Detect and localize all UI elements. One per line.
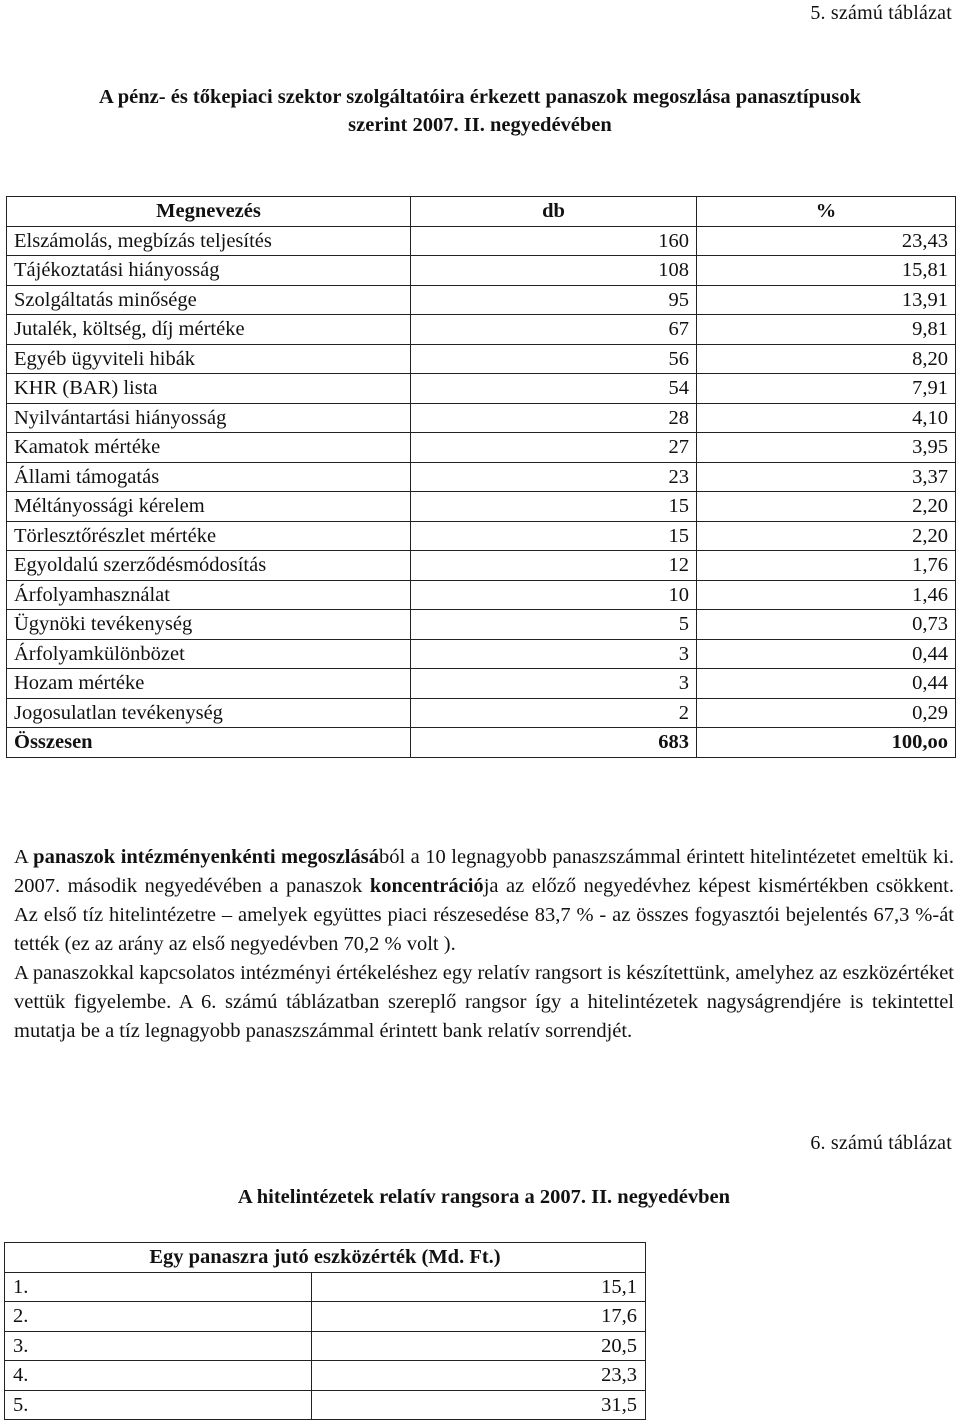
- table-5-title: [0, 83, 960, 139]
- total-label: Összesen: [7, 728, 411, 758]
- row-count: 160: [411, 226, 697, 256]
- total-count: 683: [411, 728, 697, 758]
- row-value: 17,6: [312, 1302, 646, 1332]
- table-header-row: [7, 197, 956, 227]
- row-percent: 1,46: [697, 580, 956, 610]
- row-rank: 3.: [5, 1331, 312, 1361]
- paragraph-1-text-a: A: [14, 846, 34, 868]
- row-name: Tájékoztatási hiányosság: [7, 256, 411, 286]
- row-count: 27: [411, 433, 697, 463]
- header-count: db: [411, 197, 697, 227]
- row-name: Árfolyamkülönbözet: [7, 639, 411, 669]
- total-percent: 100,oo: [697, 728, 956, 758]
- row-count: 12: [411, 551, 697, 581]
- paragraph-1-text-c: ja az előző negyedévhez képest kismértékben csökkent. Az első tíz hitelintézetre – amelyek együttes piaci részesedése 83,7 % - az összes fogyasztói bejelentés 67,3 %-át tették (ez az arány az első negyedévben 70,2 % volt ).: [14, 875, 954, 955]
- table-row: [7, 580, 956, 610]
- row-count: 5: [411, 610, 697, 640]
- row-count: 95: [411, 285, 697, 315]
- row-name: Kamatok mértéke: [7, 433, 411, 463]
- row-rank: 4.: [5, 1361, 312, 1391]
- row-value: 31,5: [312, 1390, 646, 1420]
- complaints-by-type-table: [6, 196, 956, 758]
- table-6-title: A hitelintézetek relatív rangsora a 2007. II. negyedévben: [237, 1186, 731, 1208]
- table-row: [7, 403, 956, 433]
- table-5-title-line2: szerint 2007. II. negyedévében: [348, 114, 612, 136]
- row-count: 54: [411, 374, 697, 404]
- row-name: Árfolyamhasználat: [7, 580, 411, 610]
- row-name: Ügynöki tevékenység: [7, 610, 411, 640]
- row-name: Hozam mértéke: [7, 669, 411, 699]
- table-row: [5, 1390, 646, 1420]
- row-percent: 0,73: [697, 610, 956, 640]
- row-percent: 23,43: [697, 226, 956, 256]
- row-percent: 0,44: [697, 669, 956, 699]
- row-name: Állami támogatás: [7, 462, 411, 492]
- table-5-label: 5. számú táblázat: [810, 2, 952, 24]
- paragraph-2: A panaszokkal kapcsolatos intézményi értékeléshez egy relatív rangsort is készítettünk, amelyhez az eszközértéket vettük figyelembe. A 6. számú táblázatban szereplő rangsor így a hitelintézetek nagyságrendjére is tekintettel mutatja be a tíz legnagyobb panaszszámmal érintett bank relatív sorrendjét.: [14, 962, 954, 1042]
- paragraph-1-bold-a: panaszok intézményenkénti megoszlásá: [33, 846, 379, 868]
- paragraph-1: [14, 843, 954, 959]
- row-name: Jogosulatlan tevékenység: [7, 698, 411, 728]
- row-percent: 0,29: [697, 698, 956, 728]
- table-5-title-line1: A pénz- és tőkepiaci szektor szolgáltatóira érkezett panaszok megoszlása panasztípusok: [98, 86, 862, 108]
- bank-ranking-table: [4, 1242, 646, 1420]
- row-percent: 1,76: [697, 551, 956, 581]
- paragraph-1-bold-b: koncentráció: [369, 875, 484, 897]
- table-row: [7, 374, 956, 404]
- row-count: 108: [411, 256, 697, 286]
- table-row: [7, 226, 956, 256]
- row-name: KHR (BAR) lista: [7, 374, 411, 404]
- table-row: [7, 551, 956, 581]
- table-row: [7, 610, 956, 640]
- paragraph-1-text-b: ból a 10 legnagyobb panaszszámmal érintett hitelintézetet emeltük ki. 2007. második negyedévében a panaszok: [14, 846, 954, 897]
- table-row: [7, 669, 956, 699]
- table-row: [7, 639, 956, 669]
- row-rank: 5.: [5, 1390, 312, 1420]
- table-row: [5, 1361, 646, 1391]
- table-row: [7, 344, 956, 374]
- row-percent: 4,10: [697, 403, 956, 433]
- table-6-label: 6. számú táblázat: [810, 1132, 952, 1154]
- table-row: [7, 521, 956, 551]
- row-count: 15: [411, 492, 697, 522]
- row-name: Elszámolás, megbízás teljesítés: [7, 226, 411, 256]
- row-value: 15,1: [312, 1272, 646, 1302]
- row-name: Jutalék, költség, díj mértéke: [7, 315, 411, 345]
- row-rank: 2.: [5, 1302, 312, 1332]
- row-count: 2: [411, 698, 697, 728]
- header-name: Megnevezés: [7, 197, 411, 227]
- table-row: [7, 492, 956, 522]
- table-row: [7, 433, 956, 463]
- row-value: 23,3: [312, 1361, 646, 1391]
- table-row: [7, 462, 956, 492]
- row-percent: 7,91: [697, 374, 956, 404]
- row-percent: 13,91: [697, 285, 956, 315]
- row-percent: 2,20: [697, 492, 956, 522]
- row-count: 28: [411, 403, 697, 433]
- body-text: [14, 843, 954, 1046]
- header-asset-value: Egy panaszra jutó eszközérték (Md. Ft.): [5, 1243, 646, 1273]
- row-percent: 3,95: [697, 433, 956, 463]
- row-name: Méltányossági kérelem: [7, 492, 411, 522]
- table-row: [5, 1272, 646, 1302]
- table-header-row: [5, 1243, 646, 1273]
- row-rank: 1.: [5, 1272, 312, 1302]
- row-count: 23: [411, 462, 697, 492]
- row-percent: 2,20: [697, 521, 956, 551]
- row-name: Nyilvántartási hiányosság: [7, 403, 411, 433]
- table-row: [7, 698, 956, 728]
- row-percent: 3,37: [697, 462, 956, 492]
- row-name: Törlesztőrészlet mértéke: [7, 521, 411, 551]
- row-name: Egyoldalú szerződésmódosítás: [7, 551, 411, 581]
- row-value: 20,5: [312, 1331, 646, 1361]
- table-row: [5, 1331, 646, 1361]
- row-name: Egyéb ügyviteli hibák: [7, 344, 411, 374]
- row-count: 3: [411, 639, 697, 669]
- row-percent: 8,20: [697, 344, 956, 374]
- row-count: 3: [411, 669, 697, 699]
- row-percent: 15,81: [697, 256, 956, 286]
- row-count: 67: [411, 315, 697, 345]
- table-row: [5, 1302, 646, 1332]
- row-count: 10: [411, 580, 697, 610]
- row-count: 56: [411, 344, 697, 374]
- row-count: 15: [411, 521, 697, 551]
- table-total-row: [7, 728, 956, 758]
- row-percent: 0,44: [697, 639, 956, 669]
- table-row: [7, 285, 956, 315]
- row-percent: 9,81: [697, 315, 956, 345]
- row-name: Szolgáltatás minősége: [7, 285, 411, 315]
- table-row: [7, 315, 956, 345]
- table-row: [7, 256, 956, 286]
- header-percent: %: [697, 197, 956, 227]
